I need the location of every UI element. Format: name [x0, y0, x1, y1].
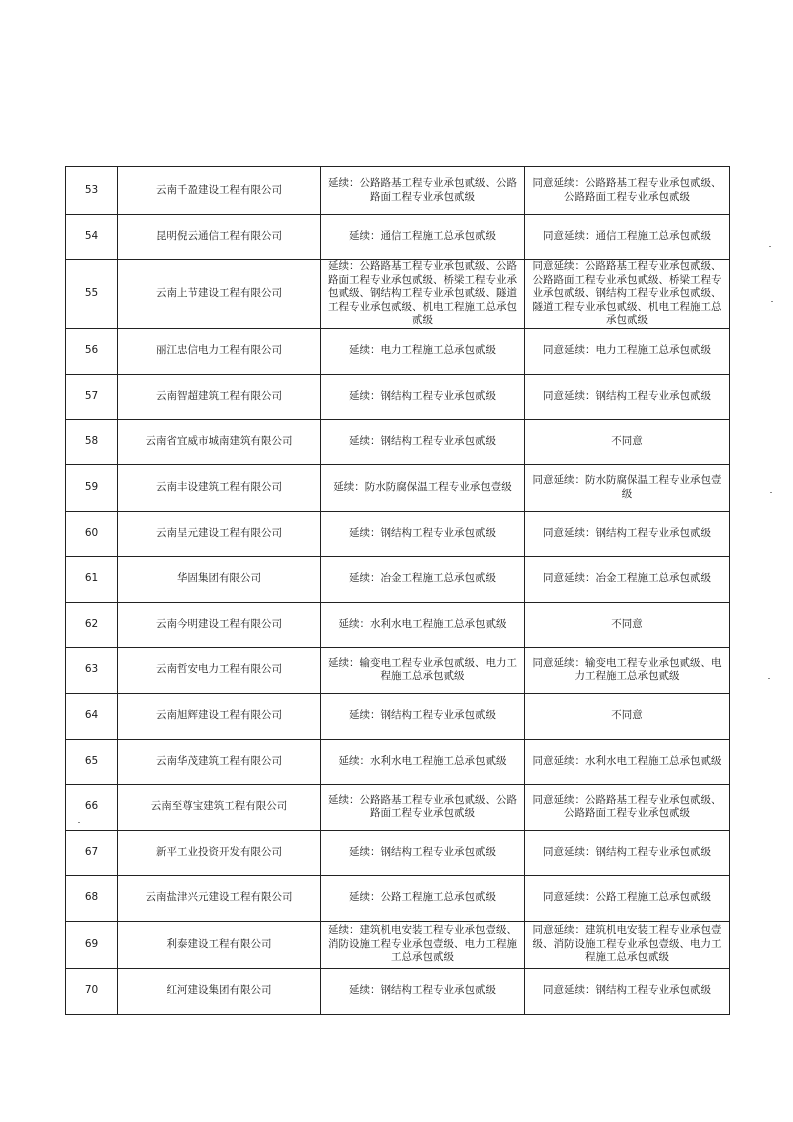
table-row	[66, 511, 730, 556]
row-number: 58	[66, 419, 118, 464]
review-result: 同意延续：建筑机电安装工程专业承包壹级、消防设施工程专业承包壹级、电力工程施工总承包贰级	[525, 921, 730, 968]
review-result: 同意延续：钢结构工程专业承包贰级	[525, 511, 730, 556]
application-content: 延续：钢结构工程专业承包贰级	[321, 830, 525, 875]
table-row	[66, 784, 730, 830]
row-number: 70	[66, 968, 118, 1014]
table-row	[66, 739, 730, 784]
table-row	[66, 260, 730, 329]
application-content: 延续：公路路基工程专业承包贰级、公路路面工程专业承包贰级	[321, 784, 525, 830]
row-number: 60	[66, 511, 118, 556]
row-number: 67	[66, 830, 118, 875]
application-content: 延续：钢结构工程专业承包贰级	[321, 374, 525, 419]
table-row	[66, 647, 730, 693]
company-name: 云南今明建设工程有限公司	[118, 602, 321, 647]
company-name: 云南华茂建筑工程有限公司	[118, 739, 321, 784]
application-content: 延续：冶金工程施工总承包贰级	[321, 556, 525, 602]
company-name: 丽江忠信电力工程有限公司	[118, 328, 321, 374]
table-row	[66, 875, 730, 921]
scan-speck	[770, 492, 772, 493]
company-name: 新平工业投资开发有限公司	[118, 830, 321, 875]
table-row	[66, 374, 730, 419]
row-number: 64	[66, 693, 118, 739]
table-row	[66, 556, 730, 602]
application-content: 延续：钢结构工程专业承包贰级	[321, 693, 525, 739]
review-result: 同意延续：防水防腐保温工程专业承包壹级	[525, 464, 730, 511]
table-row	[66, 464, 730, 511]
application-content: 延续：公路路基工程专业承包贰级、公路路面工程专业承包贰级、桥梁工程专业承包贰级、钢结构工程专业承包贰级、隧道工程专业承包贰级、机电工程施工总承包贰级	[321, 260, 525, 329]
company-name: 云南至尊宝建筑工程有限公司	[118, 784, 321, 830]
company-name: 红河建设集团有限公司	[118, 968, 321, 1014]
review-result: 同意延续：冶金工程施工总承包贰级	[525, 556, 730, 602]
row-number: 68	[66, 875, 118, 921]
review-result: 同意延续：公路路基工程专业承包贰级、公路路面工程专业承包贰级、桥梁工程专业承包贰级、钢结构工程专业承包贰级、隧道工程专业承包贰级、机电工程施工总承包贰级	[525, 260, 730, 329]
row-number: 57	[66, 374, 118, 419]
application-content: 延续：公路工程施工总承包贰级	[321, 875, 525, 921]
approval-table	[65, 166, 730, 1015]
company-name: 云南丰设建筑工程有限公司	[118, 464, 321, 511]
application-content: 延续：钢结构工程专业承包贰级	[321, 419, 525, 464]
application-content: 延续：钢结构工程专业承包贰级	[321, 511, 525, 556]
review-result: 同意延续：通信工程施工总承包贰级	[525, 215, 730, 260]
row-number: 53	[66, 167, 118, 215]
review-result: 同意延续：钢结构工程专业承包贰级	[525, 968, 730, 1014]
company-name: 云南智超建筑工程有限公司	[118, 374, 321, 419]
row-number: 69	[66, 921, 118, 968]
review-result: 不同意	[525, 602, 730, 647]
review-result: 同意延续：钢结构工程专业承包贰级	[525, 374, 730, 419]
review-result: 同意延续：公路路基工程专业承包贰级、公路路面工程专业承包贰级	[525, 167, 730, 215]
row-number: 66	[66, 784, 118, 830]
review-result: 同意延续：钢结构工程专业承包贰级	[525, 830, 730, 875]
scan-speck	[768, 678, 770, 679]
company-name: 云南千盈建设工程有限公司	[118, 167, 321, 215]
row-number: 54	[66, 215, 118, 260]
table-row	[66, 693, 730, 739]
company-name: 利泰建设工程有限公司	[118, 921, 321, 968]
row-number: 61	[66, 556, 118, 602]
company-name: 云南呈元建设工程有限公司	[118, 511, 321, 556]
review-result: 同意延续：公路路基工程专业承包贰级、公路路面工程专业承包贰级	[525, 784, 730, 830]
application-content: 延续：钢结构工程专业承包贰级	[321, 968, 525, 1014]
scan-speck	[769, 246, 771, 247]
table-row	[66, 602, 730, 647]
row-number: 55	[66, 260, 118, 329]
company-name: 云南旭辉建设工程有限公司	[118, 693, 321, 739]
table-body	[66, 167, 730, 1015]
company-name: 云南上节建设工程有限公司	[118, 260, 321, 329]
review-result: 同意延续：输变电工程专业承包贰级、电力工程施工总承包贰级	[525, 647, 730, 693]
application-content: 延续：输变电工程专业承包贰级、电力工程施工总承包贰级	[321, 647, 525, 693]
row-number: 62	[66, 602, 118, 647]
application-content: 延续：水利水电工程施工总承包贰级	[321, 602, 525, 647]
review-result: 同意延续：公路工程施工总承包贰级	[525, 875, 730, 921]
review-result: 同意延续：电力工程施工总承包贰级	[525, 328, 730, 374]
table-row	[66, 419, 730, 464]
table-row	[66, 968, 730, 1014]
scan-speck	[78, 822, 80, 823]
company-name: 昆明倪云通信工程有限公司	[118, 215, 321, 260]
application-content: 延续：水利水电工程施工总承包贰级	[321, 739, 525, 784]
application-content: 延续：建筑机电安装工程专业承包壹级、消防设施工程专业承包壹级、电力工程施工总承包贰级	[321, 921, 525, 968]
application-content: 延续：公路路基工程专业承包贰级、公路路面工程专业承包贰级	[321, 167, 525, 215]
scan-speck	[771, 301, 773, 302]
table-row	[66, 167, 730, 215]
row-number: 63	[66, 647, 118, 693]
table-row	[66, 921, 730, 968]
review-result: 同意延续：水利水电工程施工总承包贰级	[525, 739, 730, 784]
table-row	[66, 215, 730, 260]
table-row	[66, 328, 730, 374]
row-number: 59	[66, 464, 118, 511]
review-result: 不同意	[525, 693, 730, 739]
row-number: 56	[66, 328, 118, 374]
company-name: 云南哲安电力工程有限公司	[118, 647, 321, 693]
row-number: 65	[66, 739, 118, 784]
application-content: 延续：通信工程施工总承包贰级	[321, 215, 525, 260]
table-row	[66, 830, 730, 875]
company-name: 华固集团有限公司	[118, 556, 321, 602]
company-name: 云南省宜威市城南建筑有限公司	[118, 419, 321, 464]
application-content: 延续：防水防腐保温工程专业承包壹级	[321, 464, 525, 511]
application-content: 延续：电力工程施工总承包贰级	[321, 328, 525, 374]
company-name: 云南盐津兴元建设工程有限公司	[118, 875, 321, 921]
review-result: 不同意	[525, 419, 730, 464]
